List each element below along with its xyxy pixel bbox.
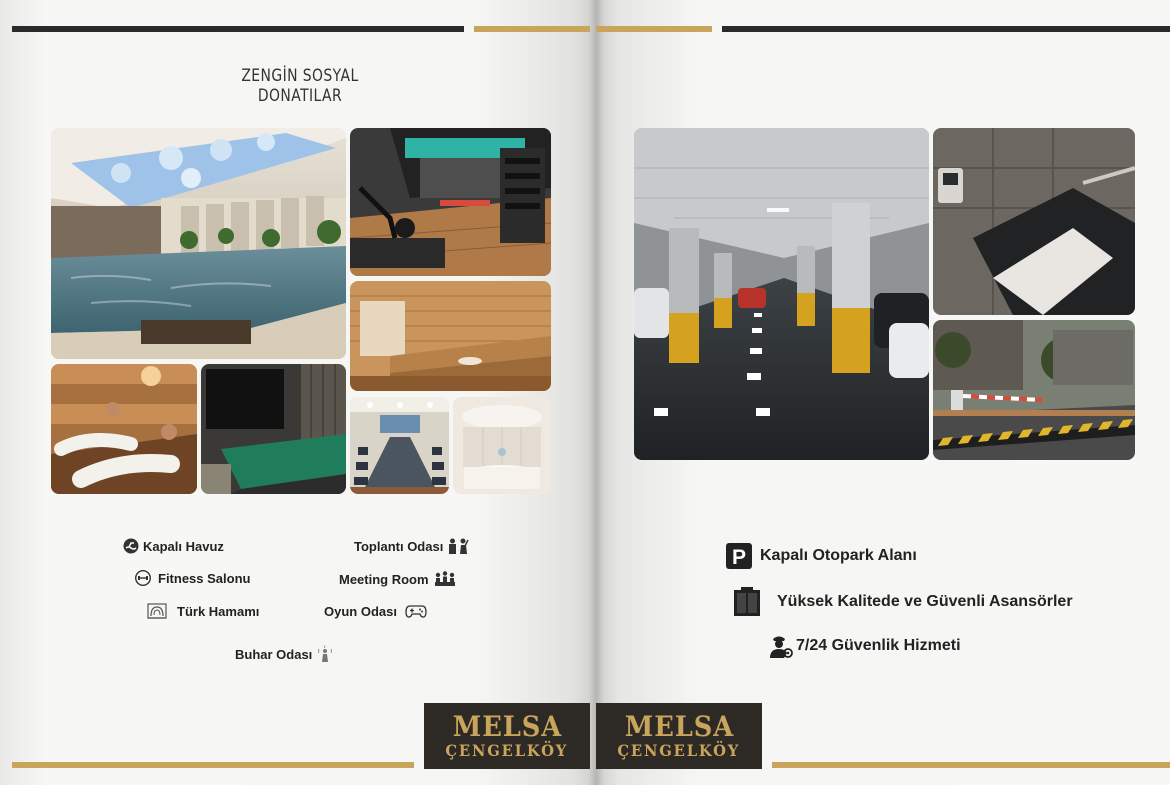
steam-icon bbox=[316, 645, 334, 663]
amenity-buhar-odasi bbox=[235, 645, 334, 663]
logo-left bbox=[424, 703, 590, 769]
amenity-label: Fitness Salonu bbox=[158, 570, 251, 586]
photo-indoor-parking bbox=[634, 128, 929, 460]
page-gutter bbox=[588, 0, 604, 785]
photo-steam-room bbox=[453, 397, 551, 494]
feature-asansorler bbox=[733, 587, 1073, 617]
logo-right bbox=[596, 703, 762, 769]
bottom-bar-right-gold bbox=[772, 762, 1170, 768]
amenity-label: Toplantı Odası bbox=[354, 538, 444, 554]
logo-line2: ÇENGELKÖY bbox=[445, 741, 569, 760]
amenity-toplanti-odasi bbox=[354, 537, 469, 555]
security-guard-icon bbox=[768, 633, 794, 659]
logo-line2: ÇENGELKÖY bbox=[617, 741, 741, 760]
feature-label: Yüksek Kalitede ve Güvenli Asansörler bbox=[777, 593, 1073, 610]
photo-game-room bbox=[201, 364, 346, 494]
elevator-icon bbox=[733, 587, 761, 617]
svg-text:P: P bbox=[731, 546, 747, 569]
meeting-person-icon bbox=[447, 537, 469, 555]
top-bar-right-gold bbox=[596, 26, 712, 32]
parking-icon bbox=[726, 543, 752, 569]
hamam-icon bbox=[147, 602, 167, 620]
amenity-oyun-odasi bbox=[324, 603, 427, 619]
amenity-label: Oyun Odası bbox=[324, 603, 397, 619]
bottom-bar-left-gold bbox=[12, 762, 414, 768]
dumbbell-icon bbox=[134, 570, 152, 586]
amenity-label: Türk Hamamı bbox=[177, 603, 260, 619]
amenity-turk-hamami bbox=[147, 602, 259, 620]
amenity-meeting-room bbox=[339, 570, 457, 588]
photo-indoor-pool bbox=[51, 128, 346, 359]
amenity-kapali-havuz bbox=[123, 538, 224, 554]
photo-elevator bbox=[933, 128, 1135, 315]
feature-guvenlik bbox=[768, 633, 961, 659]
logo-line1: MELSA bbox=[624, 710, 734, 743]
photo-security-gate bbox=[933, 320, 1135, 460]
top-bar-left-gold bbox=[474, 26, 590, 32]
amenity-label: Kapalı Havuz bbox=[143, 538, 224, 554]
photo-fitness-gym bbox=[350, 128, 551, 276]
photo-meeting-room bbox=[350, 397, 449, 494]
page-title: ZENGİN SOSYAL DONATILAR bbox=[241, 66, 359, 106]
feature-kapali-otopark bbox=[726, 543, 917, 569]
photo-turkish-bath bbox=[51, 364, 197, 494]
amenity-fitness-salonu bbox=[134, 570, 250, 586]
top-bar-left-dark bbox=[12, 26, 464, 32]
feature-label: Kapalı Otopark Alanı bbox=[760, 547, 917, 564]
feature-label: 7/24 Güvenlik Hizmeti bbox=[796, 637, 961, 654]
logo-line1: MELSA bbox=[452, 710, 562, 743]
meeting-group-icon bbox=[433, 570, 457, 588]
top-bar-right-dark bbox=[722, 26, 1170, 32]
gamepad-icon bbox=[405, 603, 427, 619]
amenity-label: Meeting Room bbox=[339, 571, 429, 587]
pool-icon bbox=[123, 538, 139, 554]
photo-sauna bbox=[350, 281, 551, 391]
amenity-label: Buhar Odası bbox=[235, 646, 313, 662]
